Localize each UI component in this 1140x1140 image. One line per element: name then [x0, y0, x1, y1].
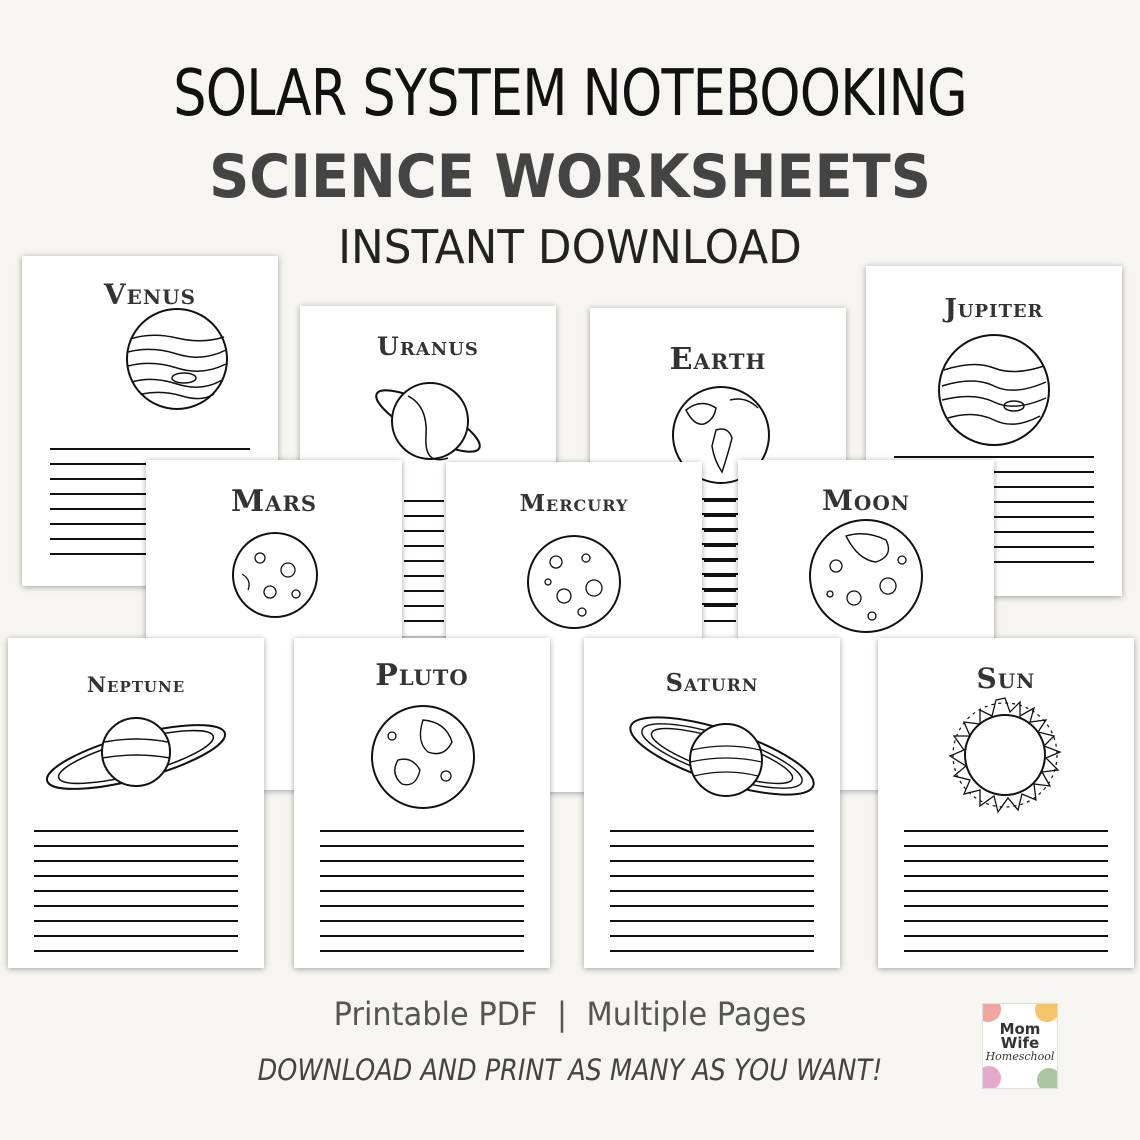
worksheet-pluto — [294, 638, 550, 968]
format-info: Printable PDF | Multiple Pages — [333, 995, 807, 1033]
writing-lines — [34, 830, 238, 952]
worksheet-title: Neptune — [86, 672, 186, 697]
title-line-3: INSTANT DOWNLOAD — [338, 220, 802, 274]
worksheet-title: Earth — [669, 342, 767, 377]
mercury-planet-icon — [524, 532, 624, 632]
worksheet-title: Mercury — [519, 490, 629, 517]
jupiter-planet-icon — [934, 330, 1054, 450]
venus-planet-icon — [122, 304, 232, 414]
saturn-planet-icon — [622, 696, 822, 816]
worksheet-saturn — [584, 638, 840, 968]
mars-planet-icon — [230, 530, 320, 620]
writing-lines — [320, 830, 524, 952]
title-line-2: SCIENCE WORKSHEETS — [209, 142, 931, 212]
worksheet-title: Jupiter — [944, 294, 1044, 324]
moon-planet-icon — [806, 516, 926, 636]
worksheet-title: Moon — [821, 484, 911, 517]
title-line-1: SOLAR SYSTEM NOTEBOOKING — [173, 57, 967, 131]
worksheet-title: Pluto — [375, 658, 469, 693]
logo-text: Mom Wife — [999, 1020, 1041, 1052]
call-to-action: DOWNLOAD AND PRINT AS MANY AS YOU WANT! — [257, 1053, 883, 1087]
worksheet-title: Saturn — [665, 668, 759, 697]
pluto-planet-icon — [368, 702, 478, 812]
writing-lines — [904, 830, 1108, 952]
writing-lines — [704, 500, 736, 622]
sun-planet-icon — [940, 690, 1070, 820]
uranus-planet-icon — [368, 366, 498, 466]
worksheet-sun — [878, 638, 1134, 968]
brand-logo — [982, 1003, 1058, 1089]
worksheet-neptune — [8, 638, 264, 968]
logo-subtext: Homeschool — [985, 1050, 1055, 1063]
writing-lines — [610, 830, 814, 952]
worksheet-title: Sun — [976, 662, 1036, 695]
worksheet-title: Mars — [230, 484, 318, 519]
worksheet-title: Uranus — [377, 332, 479, 361]
worksheet-title: Venus — [103, 278, 197, 311]
writing-lines — [404, 500, 444, 622]
neptune-planet-icon — [36, 702, 236, 812]
